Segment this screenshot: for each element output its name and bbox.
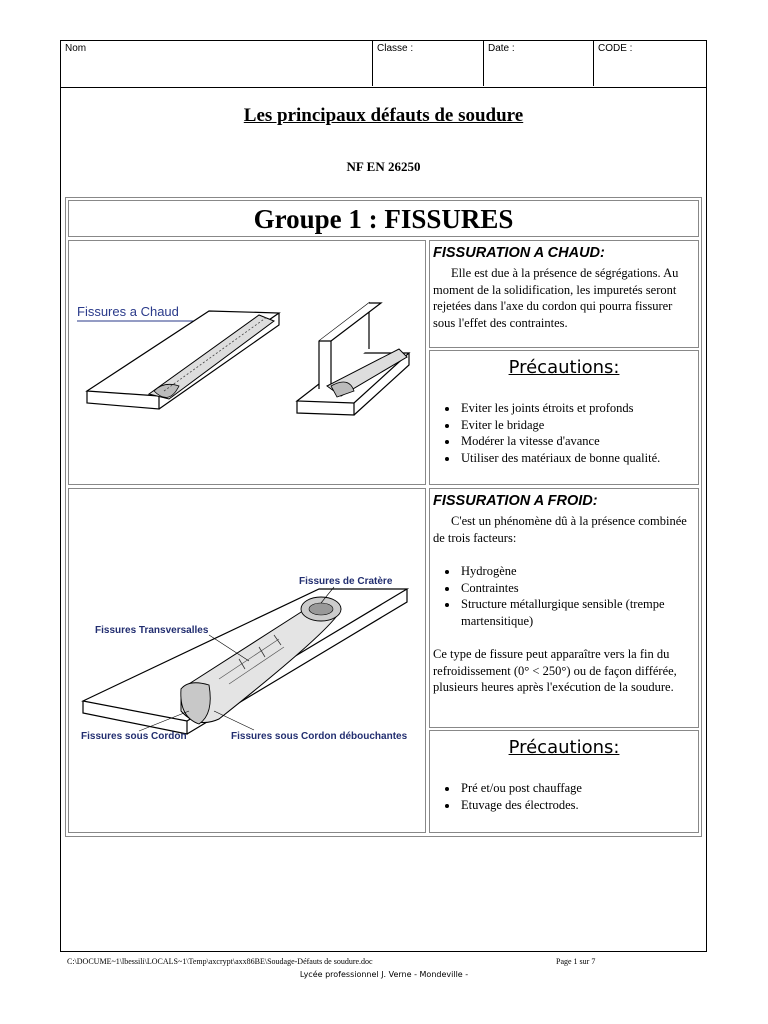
- footer-page-number: Page 1 sur 7: [556, 957, 596, 966]
- list-item: • Contraintes: [459, 580, 695, 597]
- cold-crack-image-cell: [68, 488, 426, 833]
- cold-crack-illustration: [69, 489, 425, 832]
- hot-crack-precautions-list: [433, 400, 695, 466]
- cold-crack-heading: FISSURATION A FROID:: [433, 493, 598, 509]
- hot-crack-illustration: [69, 241, 425, 484]
- hot-crack-precautions-title: Précautions:: [508, 357, 620, 378]
- crater-crack-label: Fissures de Cratère: [299, 576, 393, 587]
- list-item: • Structure métallurgique sensible (trempe martensitique): [459, 596, 695, 629]
- cold-crack-intro: C'est un phénomène dû à la présence combinée de trois facteurs:: [433, 514, 687, 545]
- list-item: • Utiliser des matériaux de bonne qualité.: [459, 450, 695, 467]
- cold-crack-precautions-cell: [429, 730, 699, 833]
- footer-file-path: C:\DOCUME~1\lbessili\LOCALS~1\Temp\axcrypt\axx86BE\Soudage-Défauts de soudure.doc: [67, 957, 373, 966]
- cold-crack-description: Ce type de fissure peut apparaître vers la fin du refroidissement (0° < 250°) ou de façon différée, plusieurs heures après l'exécution de la soudure.: [433, 647, 677, 694]
- code-label: CODE :: [598, 43, 633, 54]
- code-field[interactable]: [594, 41, 706, 86]
- classe-label: Classe :: [377, 43, 414, 54]
- nom-label: Nom: [65, 43, 87, 54]
- nom-field[interactable]: [61, 41, 373, 86]
- hot-crack-precautions-cell: [429, 350, 699, 485]
- group-title: Groupe 1 : FISSURES: [68, 200, 699, 237]
- hot-crack-heading: FISSURATION A CHAUD:: [433, 245, 605, 261]
- hot-crack-image-cell: [68, 240, 426, 485]
- list-item: • Etuvage des électrodes.: [459, 797, 695, 814]
- page-title: Les principaux défauts de soudure: [243, 105, 524, 126]
- header-row: [61, 41, 706, 88]
- hot-crack-description: Elle est due à la présence de ségrégations. Au moment de la solidification, les impuretés seront rejetées dans l'axe du cordon qui pourra fissurer sous l'effet des contraintes.: [433, 266, 679, 330]
- list-item: • Eviter le bridage: [459, 417, 695, 434]
- hot-crack-text-cell: [429, 240, 699, 348]
- content-table: [65, 197, 702, 837]
- footer-school: Lycée professionnel J. Verne - Mondeville -: [299, 970, 469, 979]
- hot-crack-label: Fissures a Chaud: [77, 304, 179, 319]
- date-label: Date :: [488, 43, 515, 54]
- list-item: • Hydrogène: [459, 563, 695, 580]
- cold-crack-precautions-title: Précautions:: [508, 737, 620, 758]
- emerging-crack-label: Fissures sous Cordon débouchantes: [231, 731, 408, 742]
- date-field[interactable]: [484, 41, 594, 86]
- transverse-crack-label: Fissures Transversalles: [95, 625, 209, 636]
- document-frame: [60, 40, 707, 952]
- norm-reference: NF EN 26250: [346, 159, 421, 174]
- classe-field[interactable]: [373, 41, 484, 86]
- list-item: • Eviter les joints étroits et profonds: [459, 400, 695, 417]
- under-bead-crack-label: Fissures sous Cordon: [81, 731, 187, 742]
- list-item: • Pré et/ou post chauffage: [459, 780, 695, 797]
- cold-crack-precautions-list: [433, 780, 695, 813]
- cold-crack-factors-list: [433, 563, 695, 629]
- cold-crack-text-cell: [429, 488, 699, 728]
- list-item: • Modérer la vitesse d'avance: [459, 433, 695, 450]
